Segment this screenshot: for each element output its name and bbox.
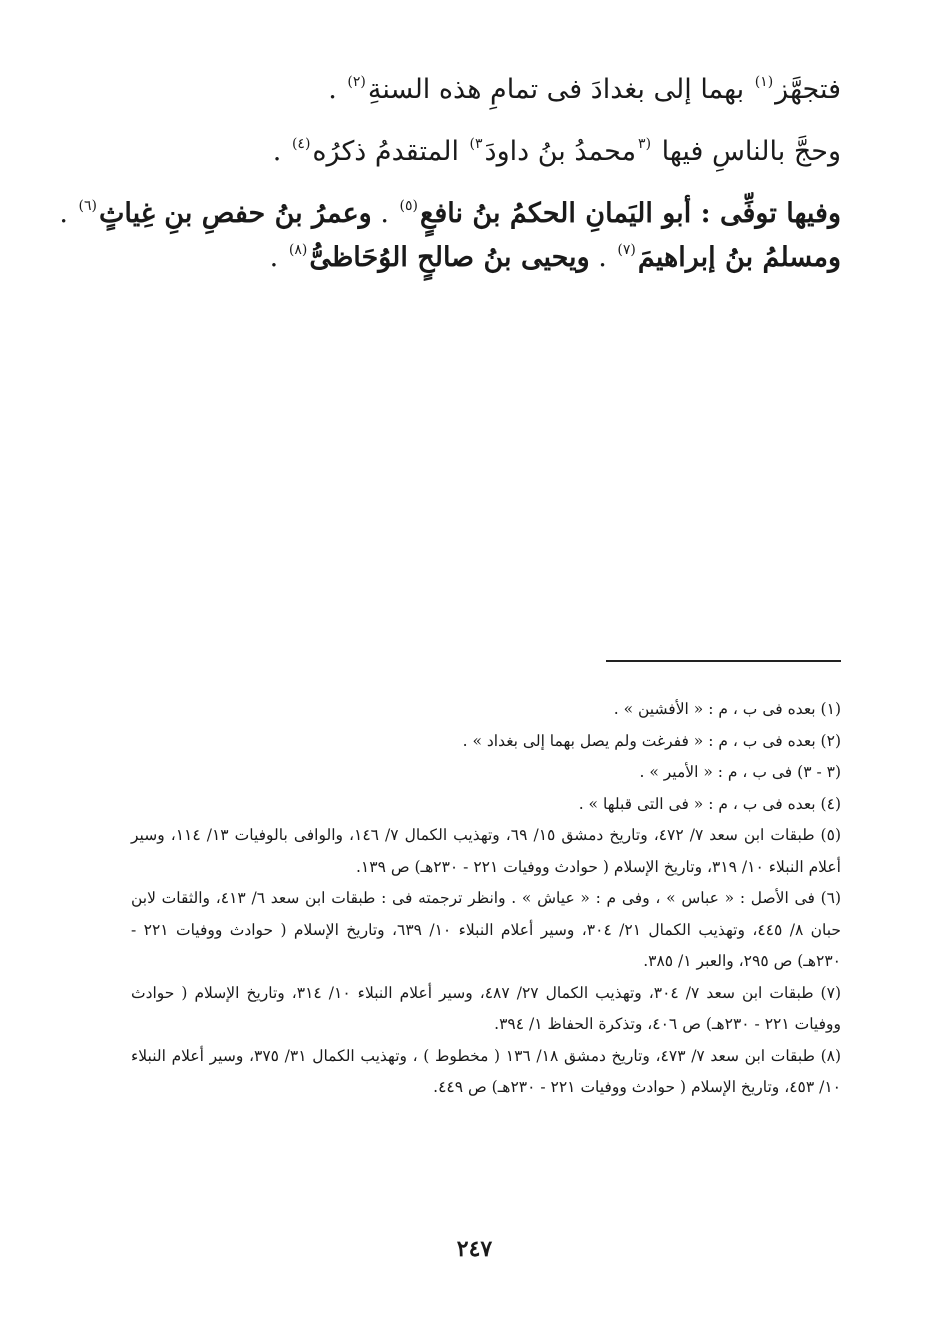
footnote-marker: (٦) — [78, 198, 97, 214]
main-line-4 — [121, 238, 841, 278]
text-segment: . — [598, 242, 607, 273]
footnote-marker: (٧) — [617, 242, 636, 258]
footnote-4: (٤) بعده فى ب ، م : « فى التى قبلها » . — [578, 794, 841, 813]
main-line-2 — [121, 132, 841, 172]
footnote-separator — [606, 660, 841, 662]
footnote-1: (١) بعده فى ب ، م : « الأفشين » . — [613, 700, 841, 718]
text-segment: وعمرُ بنُ حفصِ بنِ غِياثٍ — [98, 198, 372, 229]
text-segment: وحجَّ بالناسِ فيها — [661, 136, 841, 167]
footnote-marker: (١) — [754, 74, 774, 90]
page-number: ٢٤٧ — [456, 1236, 493, 1262]
footnote-5: (٥) طبقات ابن سعد ٧/ ٤٧٢، وتاريخ دمشق ١٥/ ٦٩، وتهذيب الكمال ٧/ ١٤٦، والوافى بالوفيات ١٣/ ١١٤، وسير أعلام النبلاء ١٠/ ٣١٩، وتاريخ الإسلام ( حوادث ووفيات ٢٢١ - ٢٣٠هـ) ص ١٣٩. — [131, 826, 841, 876]
footnote-marker: ٣) — [469, 136, 483, 152]
footnote-marker: (٥) — [399, 198, 418, 214]
footnote-8: (٨) طبقات ابن سعد ٧/ ٤٧٣، وتاريخ دمشق ١٨/ ١٣٦ ( مخطوط ) ، وتهذيب الكمال ٣١/ ٣٧٥، وسير أعلام النبلاء ١٠/ ٤٥٣، وتاريخ الإسلام ( حوادث ووفيات ٢٢١ - ٢٣٠هـ) ص ٤٤٩. — [131, 1046, 842, 1096]
main-line-3 — [59, 194, 841, 234]
footnote-7: (٧) طبقات ابن سعد ٧/ ٣٠٤، وتهذيب الكمال ٢٧/ ٤٨٧، وسير أعلام النبلاء ١٠/ ٣١٤، وتاريخ الإسلام ( حوادث ووفيات ٢٢١ - ٢٣٠هـ) ص ٤٠٦، وتذكرة الحفاظ ١/ ٣٩٤. — [131, 983, 841, 1033]
text-segment: وفيها توفِّى : أبو اليَمانِ الحكمُ بنُ نافعٍ — [419, 198, 841, 229]
text-segment: . — [59, 198, 68, 229]
text-segment: ومسلمُ بنُ إبراهيمَ — [637, 242, 841, 273]
footnote-marker: (٣ — [638, 136, 652, 152]
footnotes — [131, 694, 841, 1104]
footnote-marker: (٢) — [347, 74, 366, 90]
text-segment: فتجهَّز — [775, 74, 841, 105]
text-segment: . — [380, 198, 389, 229]
text-segment: المتقدمُ ذكرُه — [312, 136, 459, 167]
text-segment: محمدُ بنُ داودَ — [484, 136, 637, 167]
footnote-2: (٢) بعده فى ب ، م : « ففرغت ولم يصل بهما إلى بغداد » . — [462, 731, 841, 750]
text-segment: ويحيى بنُ صالحٍ الوُحَاظىُّ — [309, 242, 590, 273]
text-segment: . — [328, 74, 337, 105]
footnote-3: (٣ - ٣) فى ب ، م : « الأمير » . — [639, 763, 841, 781]
footnote-marker: (٨) — [288, 242, 308, 258]
text-segment: بهما إلى بغدادَ فى تمامِ هذه السنةِ — [367, 74, 745, 105]
text-segment: . — [269, 242, 279, 273]
main-text — [59, 70, 841, 278]
footnote-marker: (٤) — [291, 136, 311, 152]
footnote-6: (٦) فى الأصل : « عباس » ، وفى م : « عياش » . وانظر ترجمته فى : طبقات ابن سعد ٦/ ٤١٣، والثقات لابن حبان ٨/ ٤٤٥، وتهذيب الكمال ٢١/ ٣٠٤، وسير أعلام النبلاء ١٠/ ٦٣٩، وتاريخ الإسلام ( حوادث ووفيات ٢٢١ - ٢٣٠هـ) ص ٢٩٥، والعبر ١/ ٣٨٥. — [131, 889, 842, 970]
main-line-1 — [121, 70, 841, 110]
text-segment: . — [272, 136, 282, 167]
